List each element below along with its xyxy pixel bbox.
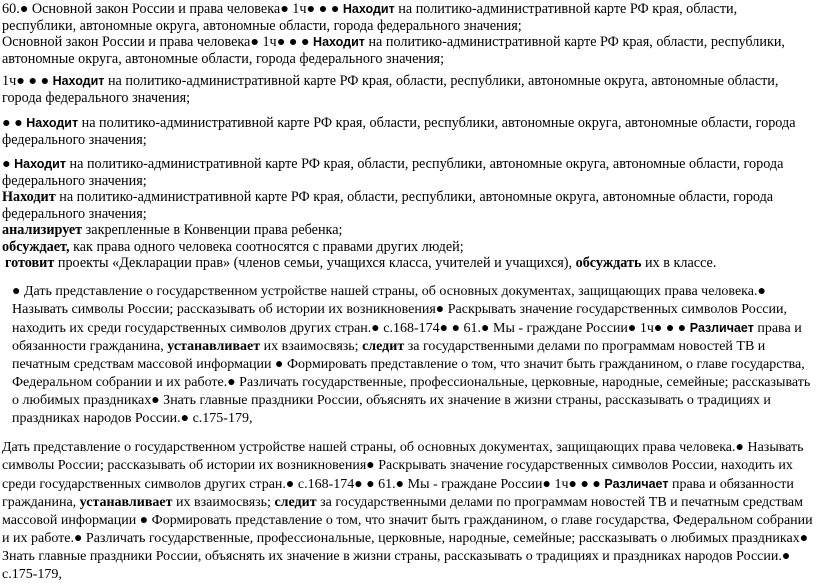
paragraph-1-e: их взаимосвязь;	[260, 338, 363, 354]
line-9-rest: проекты «Декларации прав» (членов семьи, учащихся класса, учителей и учащихся),	[54, 255, 576, 271]
paragraph-1	[2, 283, 814, 428]
paragraph-2-d: устанавливает	[79, 494, 173, 510]
paragraph-2-e: их взаимосвязь;	[172, 494, 275, 510]
line-6	[2, 189, 814, 222]
line-1	[2, 1, 814, 34]
line-9-bold: готовит	[5, 255, 55, 271]
line-2-bold: Находит	[313, 35, 365, 49]
line-5	[2, 156, 814, 189]
line-4-text: ● ●	[2, 115, 27, 131]
paragraph-2-f: следит	[274, 494, 317, 510]
line-5-rest: на политико-административной карте РФ края, области, республики, автономные округа, автономные области, города федерального значения;	[2, 156, 784, 189]
line-1-text: 60.● Основной закон России и права человека● 1ч● ● ●	[2, 1, 343, 17]
line-1-rest: на политико-административной карте РФ края, области, республики, автономные округа, автономные области, города федерального значения;	[2, 1, 738, 34]
line-4-rest: на политико-административной карте РФ края, области, республики, автономные округа, автономные области, города федерального значения;	[2, 115, 796, 148]
line-3-rest: на политико-административной карте РФ края, области, республики, автономные округа, автономные области, города федерального значения;	[2, 73, 779, 106]
line-8-rest: как права одного человека соотносятся с правами других людей;	[69, 238, 464, 255]
paragraph-2-c: права и обязанности гражданина,	[2, 476, 794, 510]
line-3	[2, 73, 814, 106]
line-2	[2, 34, 814, 67]
paragraph-2	[2, 439, 814, 584]
line-9	[2, 255, 814, 272]
paragraph-1-c: права и обязанности гражданина,	[12, 320, 802, 354]
paragraph-2-g: за государственными делами по программам новостей ТВ и печатным средствам массовой информации ● Формировать представление о том, что значит быть гражданином, о главе государства, Федеральном собрании и их работе.● Различать государственные, профессиональные, церковные, народные, семейные; рассказывать о любимых праздниках● Знать главные праздники России, объяснять их значение в жизни страны, рассказывать о традициях и праздниках народов России.● с.175-179,	[2, 494, 813, 582]
line-5-bold: Находит	[14, 157, 66, 171]
line-4-bold: Находит	[26, 116, 79, 130]
line-2-text: Основной закон России и права человека● 1ч● ● ●	[2, 34, 314, 50]
line-7-rest: закрепленные в Конвенции права ребенка;	[82, 222, 343, 238]
line-3-text: 1ч● ● ●	[2, 73, 53, 89]
line-9-bold-2: обсуждать	[575, 255, 642, 271]
line-4	[2, 115, 814, 148]
line-6-bold: Находит	[2, 189, 56, 205]
paragraph-1-d: устанавливает	[167, 338, 261, 354]
paragraph-1-a: ● Дать представление о государственном устройстве нашей страны, об основных документах, защищающих права человека.● Называть символы России; рассказывать об истории их возникновения● Раскрывать значение государственных символов России, находить их среди государственных символов других стран.● с.168-174● ● 61.● Мы - граждане России● 1ч● ● ●	[12, 283, 787, 336]
line-8	[2, 239, 814, 256]
paragraph-2-b: Различает	[604, 476, 669, 491]
line-7-bold: анализирует	[2, 222, 83, 238]
paragraph-2-a: Дать представление о государственном устройстве нашей страны, об основных документах, защищающих права человека.● Называть символы России; рассказывать об истории их возникновения● Раскрывать значение государственных символов России, находить их среди государственных символов других стран.● с.168-174● ● 61.● Мы - граждане России● 1ч● ● ●	[2, 439, 804, 492]
line-7	[2, 222, 814, 239]
paragraph-1-g: за государственными делами по программам новостей ТВ и печатным средствам массовой информации ● Формировать представление о том, что значит быть гражданином, о главе государства, Федеральном собрании и их работе.● Различать государственные, профессиональные, церковные, народные, семейные; рассказывать о любимых праздниках● Знать главные праздники России, объяснять их значение в жизни страны, рассказывать о традициях и праздниках народов России.● с.175-179,	[12, 338, 811, 426]
line-9-end: их в классе.	[641, 255, 717, 271]
paragraph-1-b: Различает	[689, 320, 754, 335]
line-1-bold: Находит	[342, 2, 395, 16]
paragraph-1-f: следит	[362, 338, 405, 354]
line-6-rest: на политико-административной карте РФ края, области, республики, автономные округа, автономные области, города федерального значения;	[2, 189, 774, 222]
line-5-text: ●	[2, 156, 15, 172]
line-2-rest: на политико-административной карте РФ края, области, республики, автономные округа, автономные области, города федерального значения;	[2, 34, 785, 67]
line-3-bold: Находит	[52, 74, 105, 88]
line-8-bold: обсуждает,	[2, 238, 70, 255]
